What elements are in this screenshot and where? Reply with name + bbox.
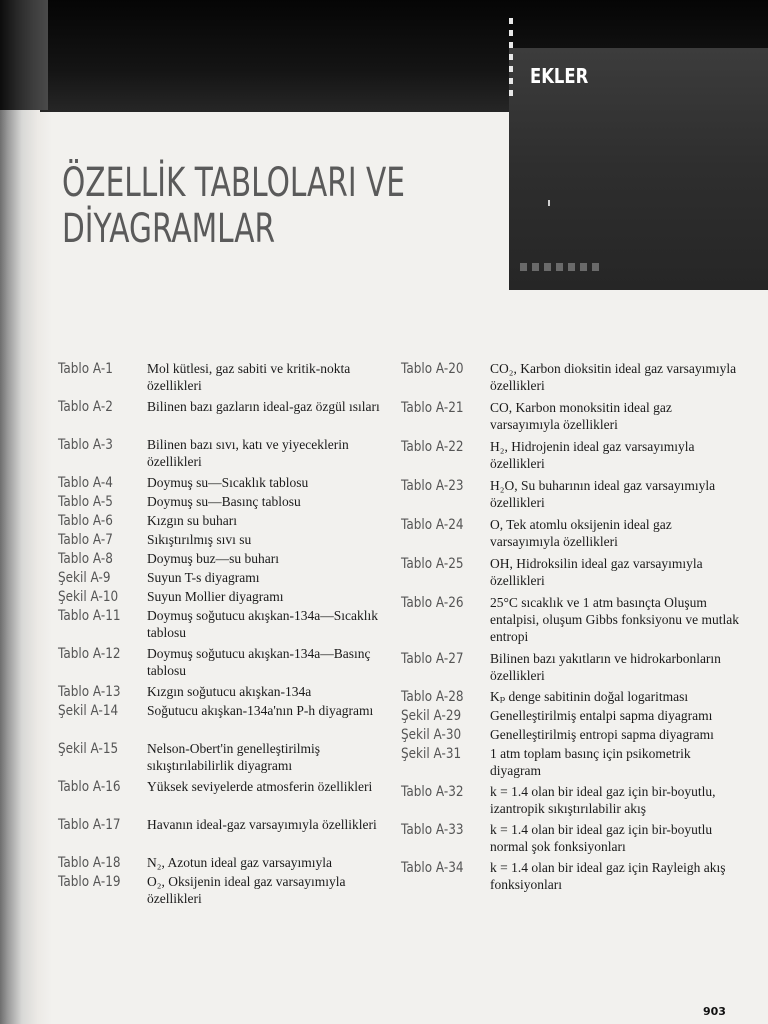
entry-label: Tablo A-2 bbox=[58, 399, 113, 415]
list-item bbox=[401, 594, 741, 650]
entry-description: Nelson-Obert'in genelleştirilmiş sıkıştırılabilirlik diyagramı bbox=[147, 741, 321, 773]
entry-description: Sıkıştırılmış sıvı su bbox=[147, 532, 252, 547]
list-item bbox=[58, 740, 378, 778]
entry-description: Kızgın su buharı bbox=[147, 513, 237, 528]
entry-description: Kₚ denge sabitinin doğal logaritması bbox=[490, 689, 689, 704]
title-line-2: DİYAGRAMLAR bbox=[62, 206, 276, 252]
entry-description: Bilinen bazı sıvı, katı ve yiyeceklerin özellikleri bbox=[147, 437, 349, 469]
list-item bbox=[58, 398, 378, 436]
entry-description: k = 1.4 olan bir ideal gaz için Rayleigh akış fonksiyonları bbox=[490, 860, 726, 892]
entry-label: Tablo A-23 bbox=[401, 478, 464, 494]
list-item bbox=[58, 360, 378, 398]
entry-description: CO, Karbon monoksitin ideal gaz varsayımıyla özellikleri bbox=[490, 400, 672, 432]
entry-label: Tablo A-12 bbox=[58, 646, 121, 662]
entry-label: Tablo A-8 bbox=[58, 551, 113, 567]
entry-description: Doymuş su—Sıcaklık tablosu bbox=[147, 475, 309, 490]
list-item bbox=[401, 477, 741, 516]
list-item bbox=[401, 745, 741, 783]
entry-label: Tablo A-6 bbox=[58, 513, 113, 529]
entry-label: Şekil A-9 bbox=[58, 570, 111, 586]
entry-label: Şekil A-29 bbox=[401, 708, 462, 724]
entry-label: Tablo A-28 bbox=[401, 689, 464, 705]
entry-label: Tablo A-7 bbox=[58, 532, 113, 548]
entry-label: Şekil A-30 bbox=[401, 727, 462, 743]
list-item bbox=[401, 438, 741, 477]
list-item bbox=[58, 645, 378, 683]
list-item bbox=[401, 360, 741, 399]
list-item bbox=[58, 873, 378, 911]
entry-description: CO₂, Karbon dioksitin ideal gaz varsayımıyla özellikleri bbox=[490, 361, 737, 393]
entry-label: Tablo A-21 bbox=[401, 400, 464, 416]
entry-description: N₂, Azotun ideal gaz varsayımıyla bbox=[147, 855, 333, 870]
list-item bbox=[58, 683, 378, 702]
title-line-1: ÖZELLİK TABLOLARI VE bbox=[62, 160, 405, 206]
entry-label: Tablo A-19 bbox=[58, 874, 121, 890]
entry-description: Bilinen bazı yakıtların ve hidrokarbonların özellikleri bbox=[490, 651, 721, 683]
entry-description: Genelleştirilmiş entalpi sapma diyagramı bbox=[490, 708, 713, 723]
entry-label: Tablo A-5 bbox=[58, 494, 113, 510]
list-item bbox=[58, 607, 378, 645]
entry-description: Genelleştirilmiş entropi sapma diyagramı bbox=[490, 727, 714, 742]
entry-label: Tablo A-18 bbox=[58, 855, 121, 871]
entry-description: Doymuş soğutucu akışkan-134a—Sıcaklık tablosu bbox=[147, 608, 378, 640]
entry-description: Doymuş buz—su buharı bbox=[147, 551, 279, 566]
entry-description: k = 1.4 olan bir ideal gaz için bir-boyutlu, izantropik sıkıştırılabilir akış bbox=[490, 784, 716, 816]
entry-description: Suyun Mollier diyagramı bbox=[147, 589, 284, 604]
entry-description: OH, Hidroksilin ideal gaz varsayımıyla özellikleri bbox=[490, 556, 703, 588]
list-item bbox=[58, 493, 378, 512]
list-item bbox=[401, 516, 741, 555]
list-item bbox=[401, 707, 741, 726]
entry-label: Tablo A-16 bbox=[58, 779, 121, 795]
list-item bbox=[401, 859, 741, 897]
list-item bbox=[58, 512, 378, 531]
entry-description: k = 1.4 olan bir ideal gaz için bir-boyutlu normal şok fonksiyonları bbox=[490, 822, 713, 854]
entry-label: Tablo A-24 bbox=[401, 517, 464, 533]
list-item bbox=[58, 588, 378, 607]
entry-label: Tablo A-25 bbox=[401, 556, 464, 572]
entry-label: Tablo A-33 bbox=[401, 822, 464, 838]
page-number: 903 bbox=[703, 1005, 726, 1018]
entry-description: O₂, Oksijenin ideal gaz varsayımıyla özellikleri bbox=[147, 874, 346, 906]
entry-description: H₂, Hidrojenin ideal gaz varsayımıyla özellikleri bbox=[490, 439, 695, 471]
contents-right-column bbox=[401, 360, 741, 897]
list-item bbox=[58, 569, 378, 588]
book-binding-edge bbox=[0, 0, 52, 1024]
entry-label: Tablo A-22 bbox=[401, 439, 464, 455]
entry-description: H₂O, Su buharının ideal gaz varsayımıyla özellikleri bbox=[490, 478, 716, 510]
list-item bbox=[58, 531, 378, 550]
entry-label: Tablo A-13 bbox=[58, 684, 121, 700]
entry-label: Tablo A-4 bbox=[58, 475, 113, 491]
list-item bbox=[401, 399, 741, 438]
entry-description: 25°C sıcaklık ve 1 atm basınçta Oluşum entalpisi, oluşum Gibbs fonksiyonu ve mutlak entropi bbox=[490, 595, 739, 644]
entry-description: 1 atm toplam basınç için psikometrik diyagram bbox=[490, 746, 691, 778]
list-item bbox=[401, 688, 741, 707]
entry-description: Kızgın soğutucu akışkan-134a bbox=[147, 684, 312, 699]
list-item bbox=[58, 702, 378, 740]
list-item bbox=[58, 436, 378, 474]
entry-description: Doymuş su—Basınç tablosu bbox=[147, 494, 301, 509]
list-item bbox=[401, 726, 741, 745]
entry-label: Şekil A-14 bbox=[58, 703, 119, 719]
list-item bbox=[58, 816, 378, 854]
entry-description: Mol kütlesi, gaz sabiti ve kritik-nokta özellikleri bbox=[147, 361, 351, 393]
entry-label: Şekil A-31 bbox=[401, 746, 462, 762]
list-item bbox=[401, 821, 741, 859]
entry-label: Tablo A-34 bbox=[401, 860, 464, 876]
panel-squares bbox=[520, 263, 599, 273]
entry-label: Tablo A-17 bbox=[58, 817, 121, 833]
entry-description: Doymuş soğutucu akışkan-134a—Basınç tablosu bbox=[147, 646, 371, 678]
list-item bbox=[58, 778, 378, 816]
entry-label: Tablo A-27 bbox=[401, 651, 464, 667]
entry-label: Şekil A-15 bbox=[58, 741, 119, 757]
list-item bbox=[401, 650, 741, 688]
entry-description: Soğutucu akışkan-134a'nın P-h diyagramı bbox=[147, 703, 374, 718]
entry-label: Tablo A-26 bbox=[401, 595, 464, 611]
entry-description: Suyun T-s diyagramı bbox=[147, 570, 260, 585]
entry-label: Tablo A-20 bbox=[401, 361, 464, 377]
list-item bbox=[401, 783, 741, 821]
entry-label: Tablo A-32 bbox=[401, 784, 464, 800]
entry-description: Yüksek seviyelerde atmosferin özellikleri bbox=[147, 779, 373, 794]
entry-description: Bilinen bazı gazların ideal-gaz özgül ısıları bbox=[147, 399, 380, 414]
entry-label: Tablo A-1 bbox=[58, 361, 113, 377]
binding-shadow bbox=[0, 0, 48, 110]
panel-tick-marks bbox=[509, 18, 513, 106]
section-label: EKLER bbox=[530, 64, 589, 88]
entry-label: Tablo A-3 bbox=[58, 437, 113, 453]
entry-label: Tablo A-11 bbox=[58, 608, 121, 624]
entry-description: O, Tek atomlu oksijenin ideal gaz varsayımıyla özellikleri bbox=[490, 517, 672, 549]
list-item bbox=[58, 854, 378, 873]
entry-label: Şekil A-10 bbox=[58, 589, 119, 605]
list-item bbox=[58, 550, 378, 569]
list-item bbox=[401, 555, 741, 594]
list-item bbox=[58, 474, 378, 493]
entry-description: Havanın ideal-gaz varsayımıyla özellikleri bbox=[147, 817, 377, 832]
contents-left-column bbox=[58, 360, 378, 911]
page-title bbox=[62, 160, 405, 252]
panel-mark bbox=[548, 200, 550, 206]
